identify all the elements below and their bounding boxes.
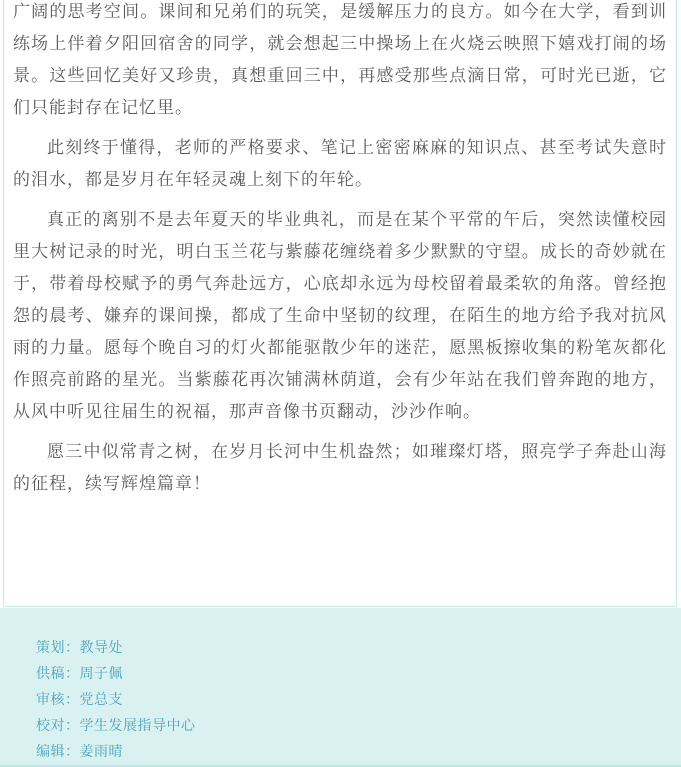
credit-item-reviewer: 审核：党总支 — [36, 691, 123, 707]
article-paragraph: 真正的离别不是去年夏天的毕业典礼，而是在某个平常的午后，突然读懂校园里大树记录的时光，明白玉兰花与紫藤花缠绕着多少默默的守望。成长的奇妙就在于，带着母校赋予的勇气奔赴远方，心底却永远为母校留着最柔软的角落。曾经抱怨的晨考、嫌弃的课间操，都成了生命中坚韧的纹理，在陌生的地方给予我对抗风雨的力量。愿每个晚自习的灯火都能驱散少年的迷茫，愿黑板擦收集的粉笔灰都化作照亮前路的星光。当紫藤花再次铺满林荫道，会有少年站在我们曾奔跑的地方，从风中听见往届生的祝福，那声音像书页翻动，沙沙作响。 — [13, 210, 667, 421]
article-paragraph: 愿三中似常青之树，在岁月长河中生机盎然；如璀璨灯塔，照亮学子奔赴山海的征程，续写辉煌篇章！ — [13, 442, 667, 493]
credit-item-proofreader: 校对：学生发展指导中心 — [36, 717, 196, 733]
article-paragraph: 广阔的思考空间。课间和兄弟们的玩笑，是缓解压力的良方。如今在大学，看到训练场上伴着夕阳回宿舍的同学，就会想起三中操场上在火烧云映照下嬉戏打闹的场景。这些回忆美好又珍贵，真想重回三中，再感受那些点滴日常，可时光已逝，它们只能封存在记忆里。 — [13, 2, 667, 117]
credits-panel — [0, 608, 681, 767]
credit-item-planner: 策划：教导处 — [36, 639, 123, 655]
credit-item-editor: 编辑：姜雨晴 — [36, 743, 123, 759]
credit-item-contributor: 供稿：周子佩 — [36, 665, 123, 681]
article-card — [3, 0, 677, 607]
article-paragraph: 此刻终于懂得，老师的严格要求、笔记上密密麻麻的知识点、甚至考试失意时的泪水，都是岁月在年轻灵魂上刻下的年轮。 — [13, 138, 667, 189]
article-body — [4, 0, 676, 500]
